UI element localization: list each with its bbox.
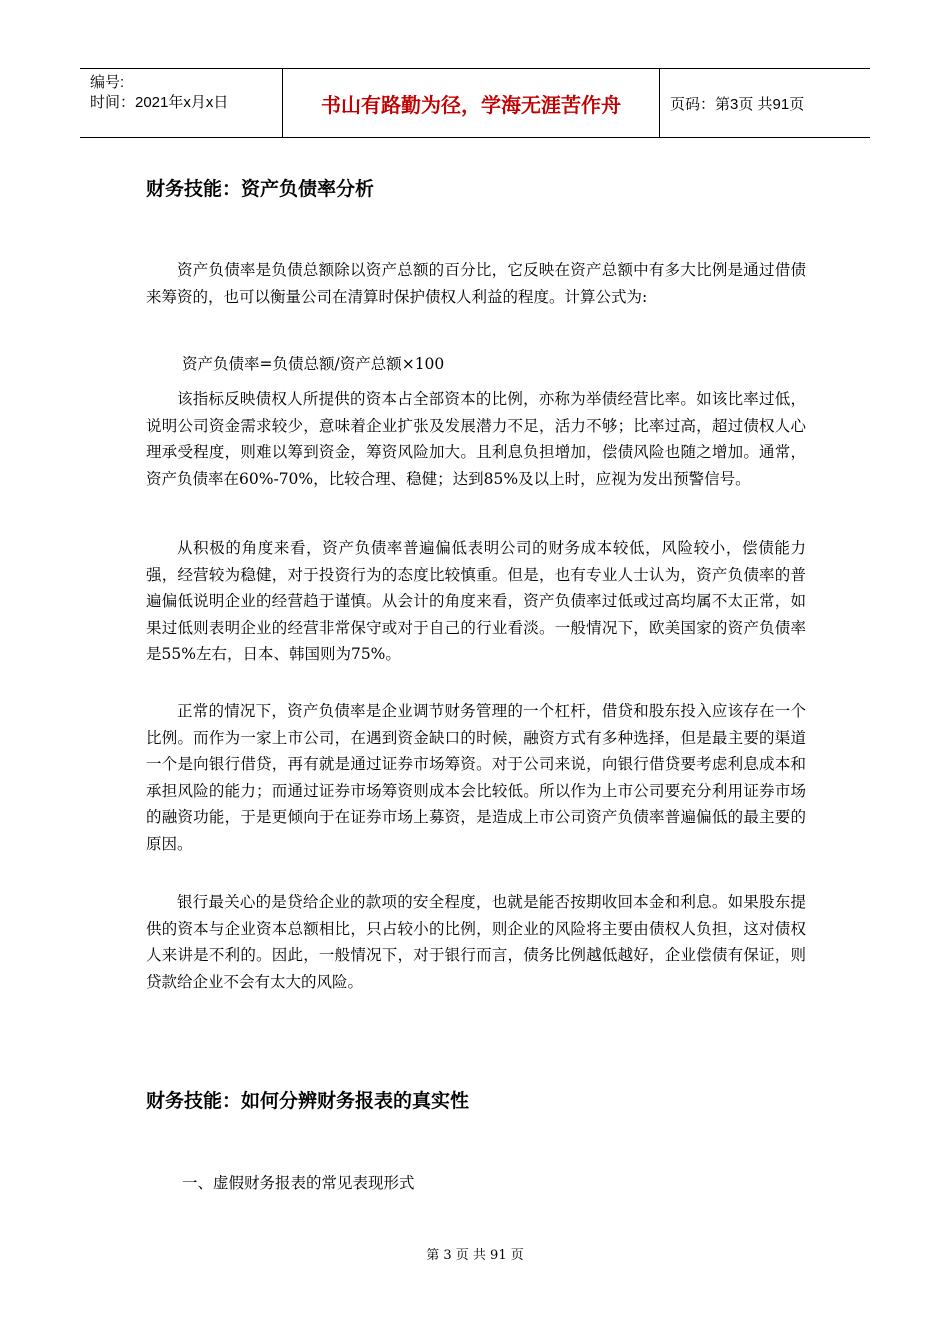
formula-line: 资产负债率=负债总额/资产总额×100 xyxy=(182,355,445,373)
paragraph-leverage: 正常的情况下，资产负债率是企业调节财务管理的一个杠杆，借贷和股东投入应该存在一个比例。而作为一家上市公司，在遇到资金缺口的时候，融资方式有多种选择，但是最主要的渠道一个是向银行借贷，再有就是通过证券市场筹资。对于公司来说，向银行借贷要考虑利息成本和承担风险的能力；而通过证券市场筹资则成本会比较低。所以作为上市公司要充分利用证券市场的融资功能，于是更倾向于在证券市场上募资，是造成上市公司资产负债率普遍偏低的最主要的原因。 xyxy=(146,702,806,853)
page-footer: 第 3 页 共 91 页 xyxy=(426,1248,524,1263)
section-title-report-authenticity: 财务技能：如何分辨财务报表的真实性 xyxy=(146,1090,470,1112)
paragraph-definition: 资产负债率是负债总额除以资产总额的百分比，它反映在资产总额中有多大比例是通过借债来筹资的，也可以衡量公司在清算时保护债权人利益的程度。计算公式为: xyxy=(146,261,806,306)
header-motto: 书山有路勤为径，学海无涯苦作舟 xyxy=(283,69,660,137)
paragraph-banks: 银行最关心的是贷给企业的款项的安全程度，也就是能否按期收回本金和利息。如果股东提供的资本与企业资本总额相比，只占较小的比例，则企业的风险将主要由债权人负担，这对债权人来讲是不利的。因此，一般情况下，对于银行而言，债务比例越低越好，企业偿债有保证，则贷款给企业不会有太大的风险。 xyxy=(146,893,806,991)
date-line: 时间：2021年x月x日 xyxy=(90,94,229,111)
subsection-heading: 一、虚假财务报表的常见表现形式 xyxy=(182,1174,415,1192)
header-left-cell xyxy=(80,69,283,137)
header-page-info: 页码：第3页 共91页 xyxy=(670,95,805,113)
paragraph-indicator: 该指标反映债权人所提供的资本占全部资本的比例，亦称为举债经营比率。如该比率过低，说明公司资金需求较少，意味着企业扩张及发展潜力不足，活力不够；比率过高，超过债权人心理承受程度，则难以筹到资金，筹资风险加大。且利息负担增加，偿债风险也随之增加。通常，资产负债率在60%-70%，比较合理、稳健；达到85%及以上时，应视为发出预警信号。 xyxy=(146,390,806,488)
paragraph-positive-view: 从积极的角度来看，资产负债率普遍偏低表明公司的财务成本较低，风险较小，偿债能力强，经营较为稳健，对于投资行为的态度比较慎重。但是，也有专业人士认为，资产负债率的普遍偏低说明企业的经营趋于谨慎。从会计的角度来看，资产负债率过低或过高均属不太正常，如果过低则表明企业的经营非常保守或对于自己的行业看淡。一般情况下，欧美国家的资产负债率是55%左右，日本、韩国则为75%。 xyxy=(146,539,806,663)
section-title-debt-ratio: 财务技能：资产负债率分析 xyxy=(146,178,375,200)
serial-label: 编号: xyxy=(90,74,125,91)
header-table xyxy=(80,68,870,138)
